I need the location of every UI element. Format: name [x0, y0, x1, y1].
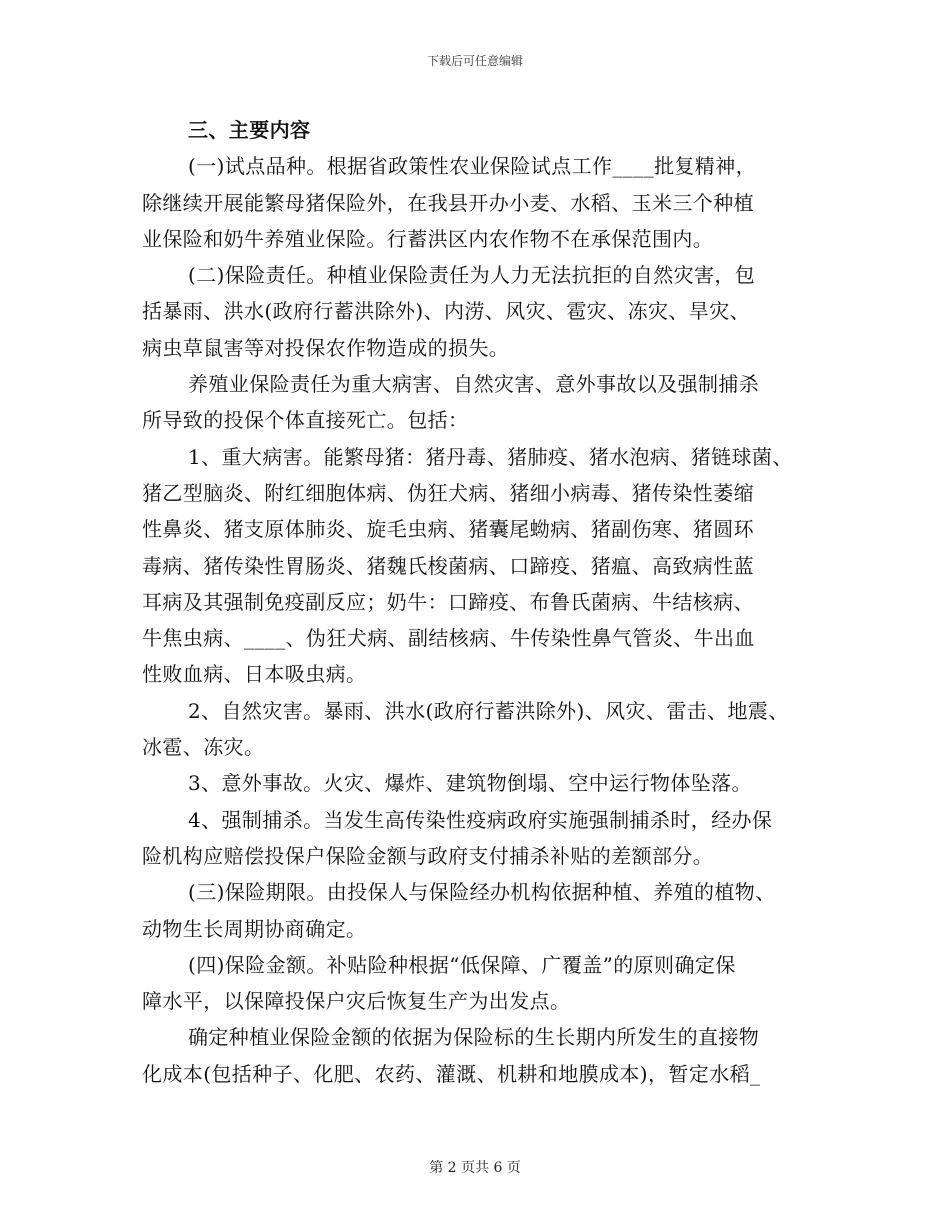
text-line: (二)保险责任。种植业保险责任为人力无法抗拒的自然灾害，包 — [188, 263, 756, 288]
text-line: 牛焦虫病、____、伪狂犬病、副结核病、牛传染性鼻气管炎、牛出血 — [142, 626, 755, 651]
text-line: 动物生长周期协商确定。 — [142, 916, 367, 941]
section-heading: 三、主要内容 — [188, 118, 311, 142]
text-line: 险机构应赔偿投保户保险金额与政府支付捕杀补贴的差额部分。 — [142, 843, 714, 868]
page-header: 下载后可任意编辑 — [426, 54, 523, 68]
text-line: 耳病及其强制免疫副反应；奶牛：口蹄疫、布鲁氏菌病、牛结核病、 — [142, 589, 754, 614]
text-line: 毒病、猪传染性胃肠炎、猪魏氏梭菌病、口蹄疫、猪瘟、高致病性蓝 — [142, 553, 754, 578]
text-line: 性败血病、日本吸虫病。 — [142, 662, 367, 687]
text-line: 养殖业保险责任为重大病害、自然灾害、意外事故以及强制捕杀 — [188, 372, 760, 397]
text-line: 4、强制捕杀。当发生高传染性疫病政府实施强制捕杀时，经办保 — [188, 807, 773, 832]
text-line: (三)保险期限。由投保人与保险经办机构依据种植、养殖的植物、 — [188, 880, 776, 905]
text-line: 确定种植业保险金额的依据为保险标的生长期内所发生的直接物 — [188, 1025, 760, 1050]
text-line: 2、自然灾害。暴雨、洪水(政府行蓄洪除外)、风灾、雷击、地震、 — [188, 698, 789, 723]
text-line: 业保险和奶牛养殖业保险。行蓄洪区内农作物不在承保范围内。 — [142, 226, 714, 251]
text-line: 3、意外事故。火灾、爆炸、建筑物倒塌、空中运行物体坠落。 — [188, 771, 752, 796]
text-line: 化成本(包括种子、化肥、农药、灌溉、机耕和地膜成本)，暂定水稻_ — [142, 1061, 761, 1086]
text-line: 性鼻炎、猪支原体肺炎、旋毛虫病、猪囊尾蚴病、猪副伤寒、猪圆环 — [142, 517, 754, 542]
text-line: 猪乙型脑炎、附红细胞体病、伪狂犬病、猪细小病毒、猪传染性萎缩 — [142, 480, 754, 505]
text-line: 所导致的投保个体直接死亡。包括： — [142, 408, 469, 433]
text-line: 1、重大病害。能繁母猪：猪丹毒、猪肺疫、猪水泡病、猪链球菌、 — [188, 444, 793, 469]
text-line: (一)试点品种。根据省政策性农业保险试点工作____批复精神， — [188, 154, 757, 179]
text-line: 障水平，以保障投保户灾后恢复生产为出发点。 — [142, 989, 571, 1014]
document-body — [142, 112, 832, 1092]
text-line: 除继续开展能繁母猪保险外，在我县开办小麦、水稻、玉米三个种植 — [142, 190, 754, 215]
text-line: 病虫草鼠害等对投保农作物造成的损失。 — [142, 335, 510, 360]
text-line: (四)保险金额。补贴险种根据“低保障、广覆盖”的原则确定保 — [188, 952, 736, 977]
text-line: 括暴雨、洪水(政府行蓄洪除外)、内涝、风灾、雹灾、冻灾、旱灾、 — [142, 299, 751, 324]
text-line: 冰雹、冻灾。 — [142, 735, 265, 760]
page-number: 第 2 页共 6 页 — [429, 1160, 521, 1176]
